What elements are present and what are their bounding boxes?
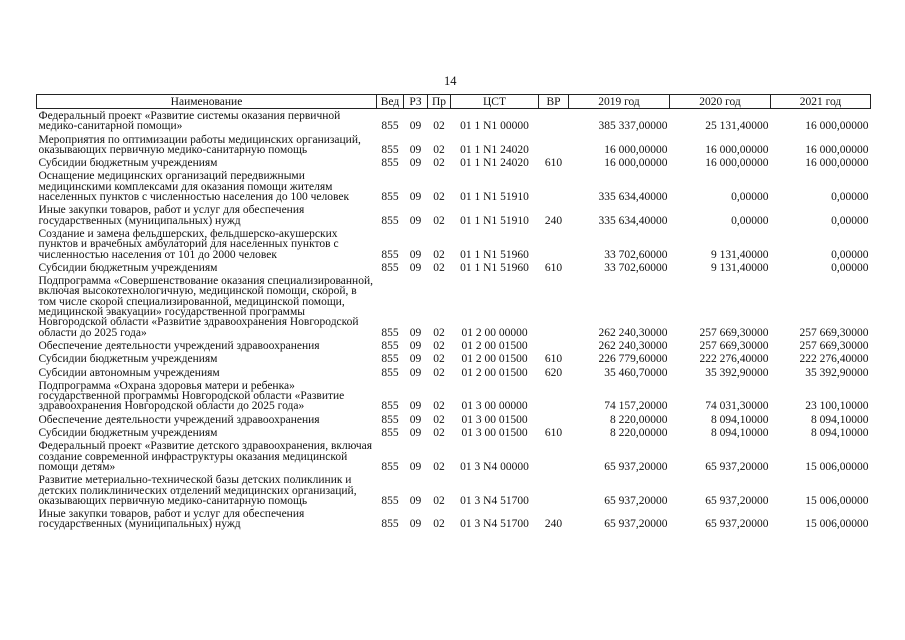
table-row (37, 379, 871, 413)
cell-rz: 09 (409, 339, 422, 352)
cell-y2019: 8 220,00000 (610, 427, 668, 440)
table-row (37, 413, 871, 426)
table-row (37, 366, 871, 379)
cell-rz: 09 (409, 143, 422, 156)
cell-cst: 01 3 00 01500 (461, 427, 528, 440)
cell-rz: 09 (409, 494, 422, 507)
cell-ved: 855 (381, 518, 399, 531)
cell-cst: 01 1 N1 51960 (460, 248, 529, 261)
cell-y2020: 8 094,10000 (711, 427, 769, 440)
cell-name: Обеспечение деятельности учреждений здравоохранения (38, 339, 320, 352)
cell-y2021: 257 669,30000 (799, 326, 869, 339)
cell-pr: 02 (433, 400, 445, 413)
cell-cst: 01 3 N4 00000 (460, 460, 529, 473)
cell-pr: 02 (433, 427, 445, 440)
table-row (37, 426, 871, 439)
cell-y2019: 16 000,00000 (604, 157, 668, 170)
cell-y2020: 16 000,00000 (705, 157, 769, 170)
cell-ved: 855 (381, 413, 399, 426)
cell-ved: 855 (381, 427, 399, 440)
table-row (37, 156, 871, 169)
cell-pr: 02 (433, 191, 445, 204)
cell-y2020: 65 937,20000 (705, 518, 769, 531)
cell-ved: 855 (381, 120, 399, 133)
cell-y2019: 8 220,00000 (610, 413, 668, 426)
cell-y2019: 65 937,20000 (604, 494, 668, 507)
cell-pr: 02 (433, 120, 445, 133)
cell-rz: 09 (409, 518, 422, 531)
cell-vr: 610 (544, 261, 563, 274)
cell-ved: 855 (381, 191, 399, 204)
cell-rz: 09 (409, 248, 422, 261)
cell-pr: 02 (433, 353, 445, 366)
header-cst: ЦСТ (451, 95, 539, 109)
cell-y2021: 35 392,90000 (805, 366, 869, 379)
cell-y2021: 23 100,10000 (805, 400, 869, 413)
cell-rz: 09 (409, 353, 422, 366)
table-row (37, 473, 871, 507)
table-row (37, 133, 871, 157)
cell-y2020: 8 094,10000 (711, 413, 769, 426)
cell-vr (539, 133, 569, 157)
table-row (37, 109, 871, 133)
table-row (37, 261, 871, 274)
cell-rz: 09 (409, 261, 422, 274)
cell-cst: 01 3 00 00000 (461, 400, 528, 413)
cell-rz: 09 (409, 120, 422, 133)
cell-vr (539, 339, 569, 352)
cell-y2021: 16 000,00000 (805, 143, 869, 156)
cell-y2019: 16 000,00000 (604, 143, 668, 156)
cell-name: Мероприятия по оптимизации работы медицинских организаций, оказывающих первичную медико-санитарную помощь (38, 133, 361, 156)
cell-rz: 09 (409, 460, 422, 473)
cell-y2021: 16 000,00000 (805, 120, 869, 133)
cell-y2021: 0,00000 (831, 214, 869, 227)
table-row (37, 339, 871, 352)
cell-name: Субсидии бюджетным учреждениям (38, 427, 218, 440)
cell-cst: 01 1 N1 51910 (460, 214, 529, 227)
cell-pr: 02 (433, 366, 445, 379)
cell-y2020: 16 000,00000 (705, 143, 769, 156)
cell-y2021: 15 006,00000 (805, 460, 869, 473)
cell-vr (539, 169, 569, 203)
cell-name: Подпрограмма «Охрана здоровья матери и ребенка» государственной программы Новгородской области «Развитие здравоохранения Новгородской области до 2025 года» (38, 379, 345, 413)
cell-y2021: 15 006,00000 (805, 518, 869, 531)
cell-ved: 855 (381, 157, 399, 170)
cell-vr (539, 227, 569, 261)
cell-ved: 855 (381, 353, 399, 366)
header-2020: 2020 год (670, 95, 771, 109)
cell-rz: 09 (409, 214, 422, 227)
cell-y2021: 0,00000 (831, 191, 869, 204)
cell-y2019: 262 240,30000 (598, 339, 668, 352)
cell-y2019: 65 937,20000 (604, 518, 668, 531)
cell-y2021: 8 094,10000 (811, 427, 869, 440)
cell-vr: 610 (544, 427, 563, 440)
cell-y2020: 35 392,90000 (705, 366, 769, 379)
cell-name: Развитие метериально-технической базы детских поликлиник и детских поликлинических отделений медицинских организаций, оказывающих первичную медико-санитарную помощь (38, 474, 357, 507)
cell-pr: 02 (433, 214, 445, 227)
budget-table (36, 94, 871, 531)
cell-rz: 09 (409, 427, 422, 440)
cell-y2019: 335 634,40000 (598, 214, 668, 227)
cell-pr: 02 (433, 339, 445, 352)
cell-vr: 610 (544, 353, 563, 366)
cell-vr: 610 (544, 157, 563, 170)
cell-y2021: 16 000,00000 (805, 157, 869, 170)
cell-vr: 620 (544, 366, 563, 379)
cell-vr: 240 (544, 518, 563, 531)
cell-cst: 01 1 N1 24020 (460, 157, 529, 170)
cell-cst: 01 1 N1 24020 (460, 143, 529, 156)
cell-y2021: 15 006,00000 (805, 494, 869, 507)
cell-name: Подпрограмма «Совершенствование оказания специализированной, включая высокотехнологичную, медицинской помощи, скорой, в том числе скорой специализированной, медицинской помощи, медицинской эвакуации» государственной программы Новгородской области «Развитие здравоохранения Новгородской области до 2025 года» (38, 275, 373, 339)
cell-ved: 855 (381, 494, 399, 507)
cell-y2020: 74 031,30000 (705, 400, 769, 413)
cell-name: Субсидии бюджетным учреждениям (38, 157, 218, 170)
cell-cst: 01 3 N4 51700 (460, 494, 529, 507)
cell-y2020: 222 276,40000 (699, 353, 769, 366)
table-row (37, 203, 871, 227)
cell-pr: 02 (433, 248, 445, 261)
cell-rz: 09 (409, 413, 422, 426)
cell-name: Создание и замена фельдшерских, фельдшерско-акушерских пунктов и врачебных амбулаторий для населенных пунктов с численностью населения от 101 до 2000 человек (38, 227, 339, 261)
cell-cst: 01 2 00 01500 (461, 339, 528, 352)
cell-y2019: 65 937,20000 (604, 460, 668, 473)
cell-y2021: 222 276,40000 (799, 353, 869, 366)
cell-y2019: 262 240,30000 (598, 326, 668, 339)
cell-cst: 01 2 00 01500 (461, 353, 528, 366)
cell-rz: 09 (409, 157, 422, 170)
cell-cst: 01 3 N4 51700 (460, 518, 529, 531)
cell-y2020: 65 937,20000 (705, 460, 769, 473)
table-row (37, 507, 871, 531)
cell-y2019: 335 634,40000 (598, 191, 668, 204)
table-row (37, 169, 871, 203)
cell-pr: 02 (433, 518, 445, 531)
cell-pr: 02 (433, 261, 445, 274)
cell-ved: 855 (381, 366, 399, 379)
cell-y2019: 385 337,00000 (598, 120, 668, 133)
cell-pr: 02 (433, 413, 445, 426)
cell-rz: 09 (409, 326, 422, 339)
cell-cst: 01 1 N1 51910 (460, 191, 529, 204)
table-header-row (37, 95, 871, 109)
cell-cst: 01 3 00 01500 (461, 413, 528, 426)
table-row (37, 227, 871, 261)
cell-name: Федеральный проект «Развитие системы оказания первичной медико-санитарной помощи» (38, 110, 341, 133)
header-rz: РЗ (404, 95, 428, 109)
cell-vr (539, 413, 569, 426)
cell-y2020: 9 131,40000 (711, 248, 769, 261)
cell-ved: 855 (381, 339, 399, 352)
cell-name: Субсидии бюджетным учреждениям (38, 353, 218, 366)
cell-y2019: 33 702,60000 (604, 261, 668, 274)
header-ved: Вед (377, 95, 404, 109)
table-body (37, 109, 871, 531)
cell-pr: 02 (433, 157, 445, 170)
page-number: 14 (444, 74, 457, 88)
cell-name: Федеральный проект «Развитие детского здравоохранения, включая создание современной инфраструктуры оказания медицинской помощи детям» (38, 440, 373, 473)
cell-ved: 855 (381, 400, 399, 413)
cell-y2021: 257 669,30000 (799, 339, 869, 352)
cell-cst: 01 2 00 01500 (461, 366, 528, 379)
cell-cst: 01 1 N1 51960 (460, 261, 529, 274)
cell-y2019: 33 702,60000 (604, 248, 668, 261)
cell-vr (539, 274, 569, 339)
cell-vr (539, 379, 569, 413)
cell-ved: 855 (381, 326, 399, 339)
cell-ved: 855 (381, 261, 399, 274)
cell-pr: 02 (433, 143, 445, 156)
table-row (37, 274, 871, 339)
cell-vr: 240 (544, 214, 563, 227)
cell-y2021: 8 094,10000 (811, 413, 869, 426)
cell-y2019: 74 157,20000 (604, 400, 668, 413)
cell-vr (539, 109, 569, 133)
cell-y2020: 257 669,30000 (699, 339, 769, 352)
cell-cst: 01 1 N1 00000 (460, 120, 529, 133)
header-pr: Пр (428, 95, 451, 109)
cell-y2021: 0,00000 (831, 248, 869, 261)
cell-name: Иные закупки товаров, работ и услуг для обеспечения государственных (муниципальных) нужд (38, 204, 305, 227)
header-2019: 2019 год (569, 95, 670, 109)
cell-name: Иные закупки товаров, работ и услуг для обеспечения государственных (муниципальных) нужд (38, 508, 305, 531)
cell-cst: 01 2 00 00000 (461, 326, 528, 339)
cell-y2019: 35 460,70000 (604, 366, 668, 379)
table-row (37, 352, 871, 365)
cell-name: Оснащение медицинских организаций передвижными медицинскими комплексами для оказания помощи жителям населенных пунктов с численностью населения до 100 человек (38, 170, 350, 204)
cell-vr (539, 473, 569, 507)
cell-y2020: 25 131,40000 (705, 120, 769, 133)
header-2021: 2021 год (771, 95, 871, 109)
cell-rz: 09 (409, 366, 422, 379)
cell-y2020: 9 131,40000 (711, 261, 769, 274)
cell-pr: 02 (433, 460, 445, 473)
cell-ved: 855 (381, 460, 399, 473)
header-vr: ВР (539, 95, 569, 109)
cell-ved: 855 (381, 248, 399, 261)
cell-y2020: 257 669,30000 (699, 326, 769, 339)
cell-pr: 02 (433, 326, 445, 339)
cell-name: Субсидии автономным учреждениям (38, 366, 220, 379)
cell-rz: 09 (409, 400, 422, 413)
cell-pr: 02 (433, 494, 445, 507)
cell-rz: 09 (409, 191, 422, 204)
cell-y2021: 0,00000 (831, 261, 869, 274)
cell-name: Обеспечение деятельности учреждений здравоохранения (38, 413, 320, 426)
cell-y2020: 0,00000 (731, 214, 769, 227)
table-row (37, 439, 871, 473)
cell-y2019: 226 779,60000 (598, 353, 668, 366)
cell-ved: 855 (381, 143, 399, 156)
header-name: Наименование (37, 95, 377, 109)
cell-vr (539, 439, 569, 473)
cell-name: Субсидии бюджетным учреждениям (38, 261, 218, 274)
cell-ved: 855 (381, 214, 399, 227)
cell-y2020: 0,00000 (731, 191, 769, 204)
cell-y2020: 65 937,20000 (705, 494, 769, 507)
